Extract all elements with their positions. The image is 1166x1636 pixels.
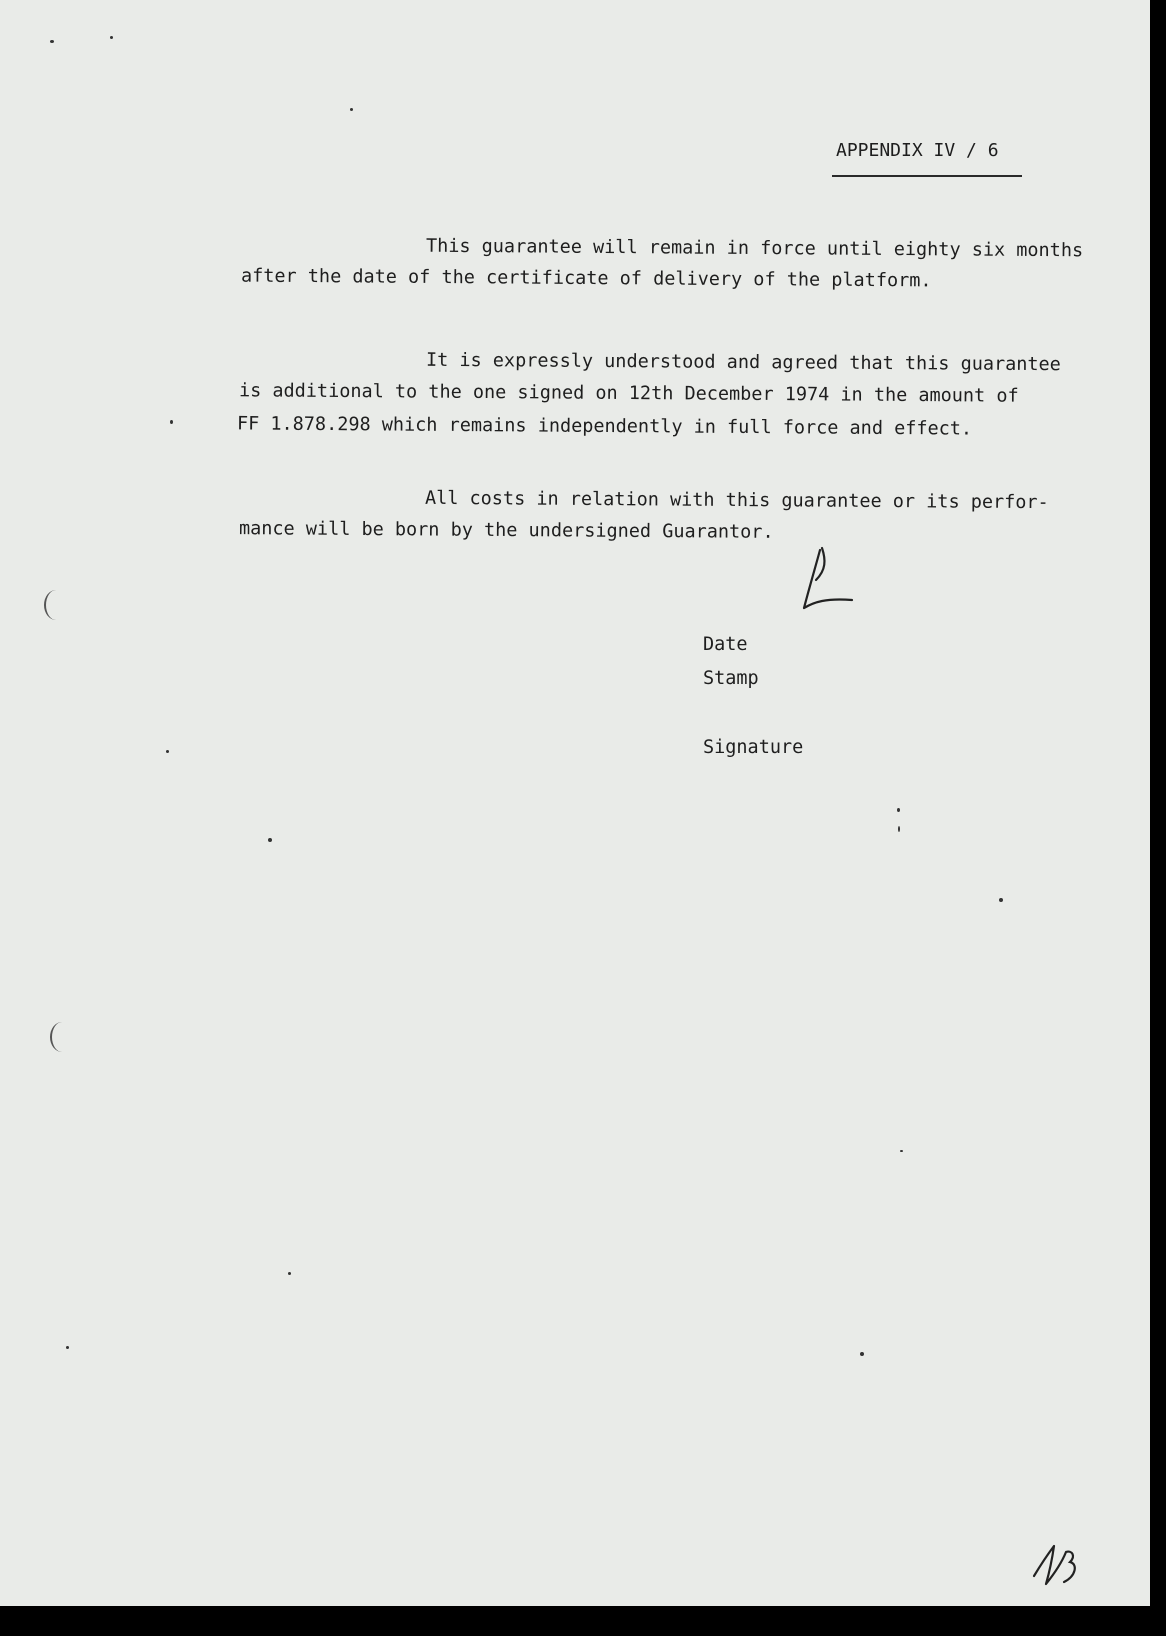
scan-speck — [50, 40, 54, 43]
scan-speck — [268, 838, 272, 842]
date-label: Date — [703, 634, 748, 655]
appendix-label: APPENDIX IV / 6 — [836, 140, 999, 161]
paragraph-1-line-2: after the date of the certificate of delivery of the platform. — [240, 265, 932, 292]
paragraph-3-line-1: All costs in relation with this guarantee or its perfor- — [424, 487, 1049, 514]
scan-speck — [288, 1272, 291, 1275]
paragraph-1-line-1: This guarantee will remain in force until eighty six months — [425, 235, 1084, 262]
scan-speck — [66, 1346, 69, 1349]
paragraph-2-line-1: It is expressly understood and agreed that this guarantee — [425, 349, 1061, 376]
scan-speck — [110, 36, 113, 39]
scan-speck — [900, 1150, 903, 1152]
scan-speck — [170, 420, 173, 424]
signature-label: Signature — [703, 737, 804, 758]
scan-speck — [860, 1352, 864, 1356]
paragraph-3-line-2: mance will be born by the undersigned Guarantor. — [238, 518, 774, 543]
paragraph-2-line-2: is additional to the one signed on 12th December 1974 in the amount of — [238, 380, 1019, 407]
scan-speck — [898, 826, 900, 832]
punch-hole-mark — [44, 590, 68, 620]
scan-speck — [897, 808, 900, 812]
handwritten-initial — [796, 540, 856, 620]
scan-speck — [999, 898, 1003, 902]
appendix-underline — [832, 175, 1022, 177]
stamp-label: Stamp — [703, 668, 759, 689]
handwritten-page-number — [1030, 1536, 1090, 1596]
paragraph-2-line-3: FF 1.878.298 which remains independently in full force and effect. — [236, 413, 973, 440]
scan-speck — [350, 108, 353, 111]
scan-speck — [166, 750, 169, 753]
punch-hole-mark — [50, 1022, 74, 1052]
